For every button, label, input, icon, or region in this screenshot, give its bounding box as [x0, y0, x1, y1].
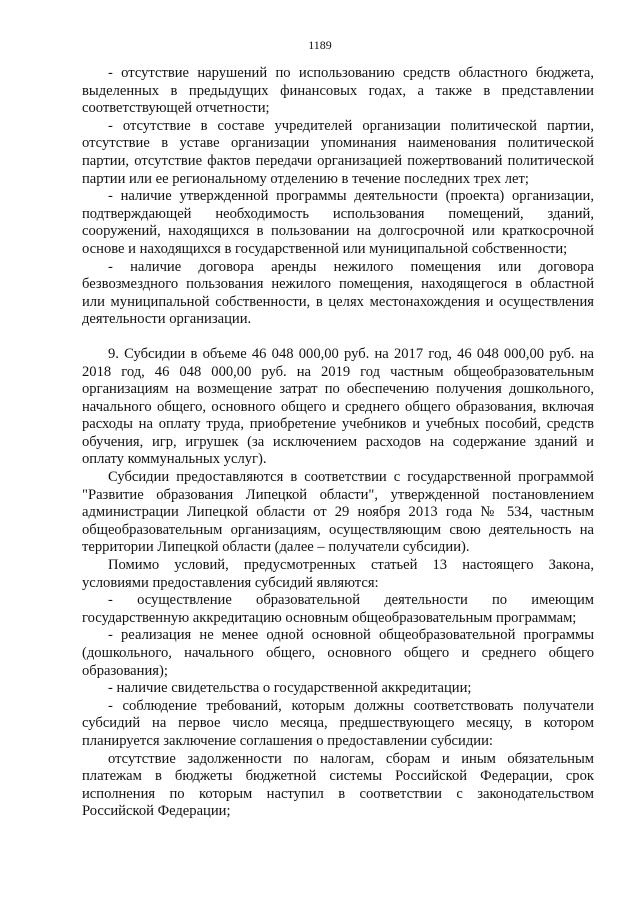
paragraph: - наличие свидетельства о государственной аккредитации;: [108, 680, 472, 697]
paragraph: Помимо условий, предусмотренных статьей 13 настоящего Закона, условиями предоставления субсидий являются:: [82, 557, 594, 591]
paragraph: - отсутствие нарушений по использованию средств областного бюджета, выделенных в предыдущих финансовых годах, а также в представлении соответствующей отчетности;: [82, 65, 594, 117]
paragraph: - реализация не менее одной основной общеобразовательной программы (дошкольного, начального общего, основного общего и среднего общего образования);: [82, 627, 594, 679]
paragraph: - осуществление образовательной деятельности по имеющим государственную аккредитацию основным общеобразовательным программам;: [82, 592, 594, 626]
paragraph: - отсутствие в составе учредителей организации политической партии, отсутствие в уставе организации упоминания наименования политической партии, отсутствие фактов передачи организацией пожертвований политической партии или ее региональному отделению в течение последних трех лет;: [82, 117, 594, 187]
paragraph: отсутствие задолженности по налогам, сборам и иным обязательным платежам в бюджеты бюджетной системы Российской Федерации, срок исполнения по которым наступил в соответствии с законодательством Российской Федерации;: [82, 750, 594, 820]
page-number: 1189: [308, 38, 332, 52]
paragraph: - наличие договора аренды нежилого помещения или договора безвозмездного пользования нежилого помещения, находящегося в областной или муниципальной собственности, в целях местонахождения и осуществления деятельности организации.: [82, 258, 594, 328]
paragraph: - наличие утвержденной программы деятельности (проекта) организации, подтверждающей необходимость использования помещений, зданий, сооружений, находящихся в пользовании на долгосрочной или краткосрочной основе и находящихся в государственной или муниципальной собственности;: [82, 188, 594, 257]
paragraph: - соблюдение требований, которым должны соответствовать получатели субсидий на первое число месяца, предшествующего месяцу, в котором планируется заключение соглашения о предоставлении субсидии:: [82, 697, 594, 749]
paragraph-section-9: 9. Субсидии в объеме 46 048 000,00 руб. на 2017 год, 46 048 000,00 руб. на 2018 год, 46 048 000,00 руб. на 2019 год частным общеобразовательным организациям на возмещение затрат по обеспечению получения дошкольного, начального общего, основного общего и среднего общего образования, включая расходы на оплату труда, приобретение учебников и учебных пособий, средств обучения, игр, игрушек (за исключением расходов на содержание зданий и оплату коммунальных услуг).: [82, 345, 594, 468]
paragraph: Субсидии предоставляются в соответствии с государственной программой "Развитие образования Липецкой области", утвержденной постановлением администрации Липецкой области от 29 ноября 2013 года № 534, частным общеобразовательным организациям, осуществляющим свою деятельность на территории Липецкой области (далее – получатели субсидии).: [82, 469, 594, 556]
document-body: [82, 65, 594, 821]
